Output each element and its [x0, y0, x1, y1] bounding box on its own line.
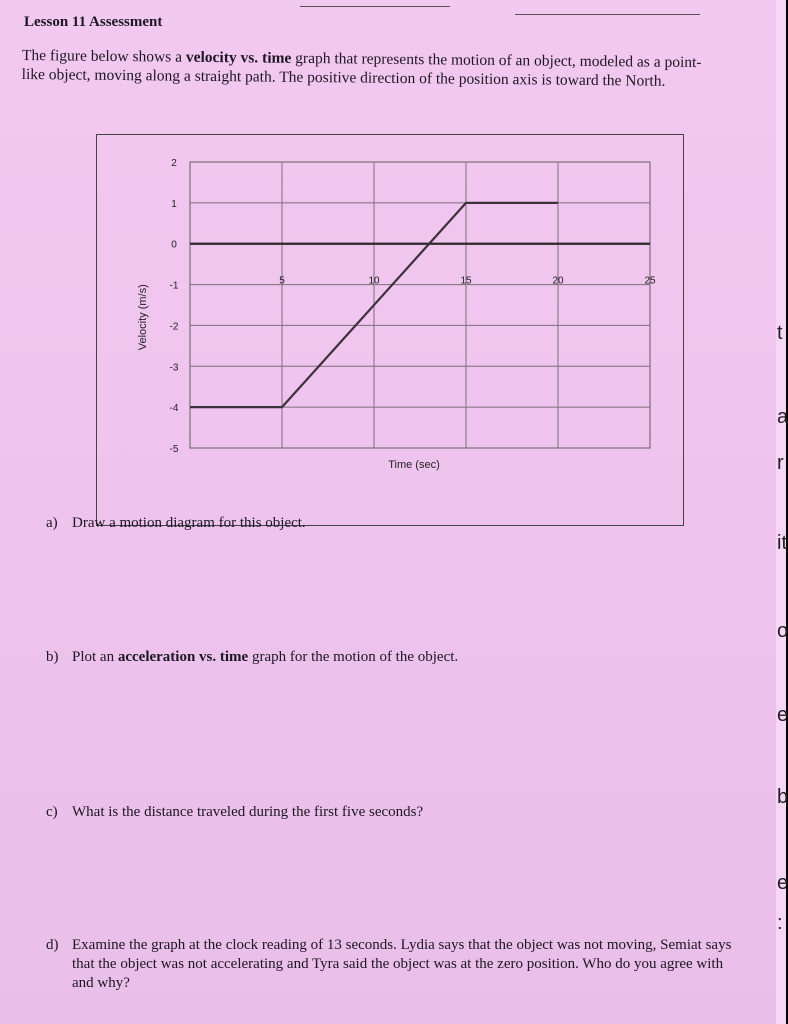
y-tick-label: -4 — [169, 403, 179, 415]
question-b-bold-term: acceleration vs. time — [117, 649, 249, 665]
x-tick-label: 15 — [460, 275, 472, 287]
plot-area-border — [190, 162, 650, 448]
x-tick-label: 25 — [644, 275, 656, 287]
y-tick-label: 2 — [171, 158, 177, 169]
question-c-letter: c) — [46, 804, 58, 820]
intro-text-1: The figure below shows a — [21, 46, 186, 66]
edge-letter: b — [777, 786, 788, 808]
edge-letter: it — [777, 532, 787, 554]
question-c — [46, 803, 666, 822]
question-b-letter: b) — [46, 649, 59, 665]
edge-letter: e — [777, 704, 788, 726]
y-tick-label: -1 — [169, 280, 179, 292]
edge-letter: o — [777, 620, 788, 642]
question-d-letter: d) — [46, 937, 59, 953]
edge-letter: r — [777, 452, 784, 474]
question-a-text: Draw a motion diagram for this object. — [72, 515, 306, 531]
question-b-text-2: graph for the motion of the object. — [248, 649, 459, 665]
x-tick-label: 20 — [552, 275, 564, 287]
intro-bold-term: velocity vs. time — [185, 48, 292, 67]
y-axis-label: Velocity (m/s) — [137, 284, 149, 351]
x-axis-label: Time (sec) — [388, 459, 440, 471]
intro-paragraph — [22, 46, 712, 91]
y-tick-label: -5 — [169, 444, 179, 455]
question-d — [46, 936, 746, 993]
y-tick-label: -3 — [169, 362, 179, 374]
edge-letter: : — [777, 912, 783, 934]
edge-letter: e — [777, 872, 788, 894]
question-b-text-1: Plot an — [72, 649, 118, 665]
question-a-letter: a) — [46, 515, 58, 531]
question-a — [46, 514, 646, 533]
y-tick-label: -2 — [169, 321, 179, 333]
question-b — [46, 648, 666, 667]
velocity-time-graph — [98, 136, 680, 522]
y-tick-label: 0 — [171, 239, 177, 251]
page-top-rule — [300, 6, 450, 7]
lesson-title: Lesson 11 Assessment — [24, 14, 163, 30]
edge-letter: t — [777, 322, 783, 344]
adjacent-page-edge — [776, 0, 786, 1024]
x-tick-label: 5 — [279, 275, 285, 287]
date-line — [515, 14, 700, 15]
question-d-text: Examine the graph at the clock reading of 13 seconds. Lydia says that the object was not moving, Semiat says that the object was not accelerating and Tyra said the object was at the zero position. Who do you agree with and why? — [72, 937, 732, 991]
x-tick-label: 10 — [368, 275, 380, 287]
y-tick-label: 1 — [171, 198, 177, 210]
question-c-text: What is the distance traveled during the first five seconds? — [72, 804, 424, 820]
intro-text-2: graph that represents the motion of an object, modeled as a point-like object, moving along a straight path. The positive direction of the position axis is toward the North. — [21, 49, 702, 90]
edge-letter: a — [777, 406, 788, 428]
